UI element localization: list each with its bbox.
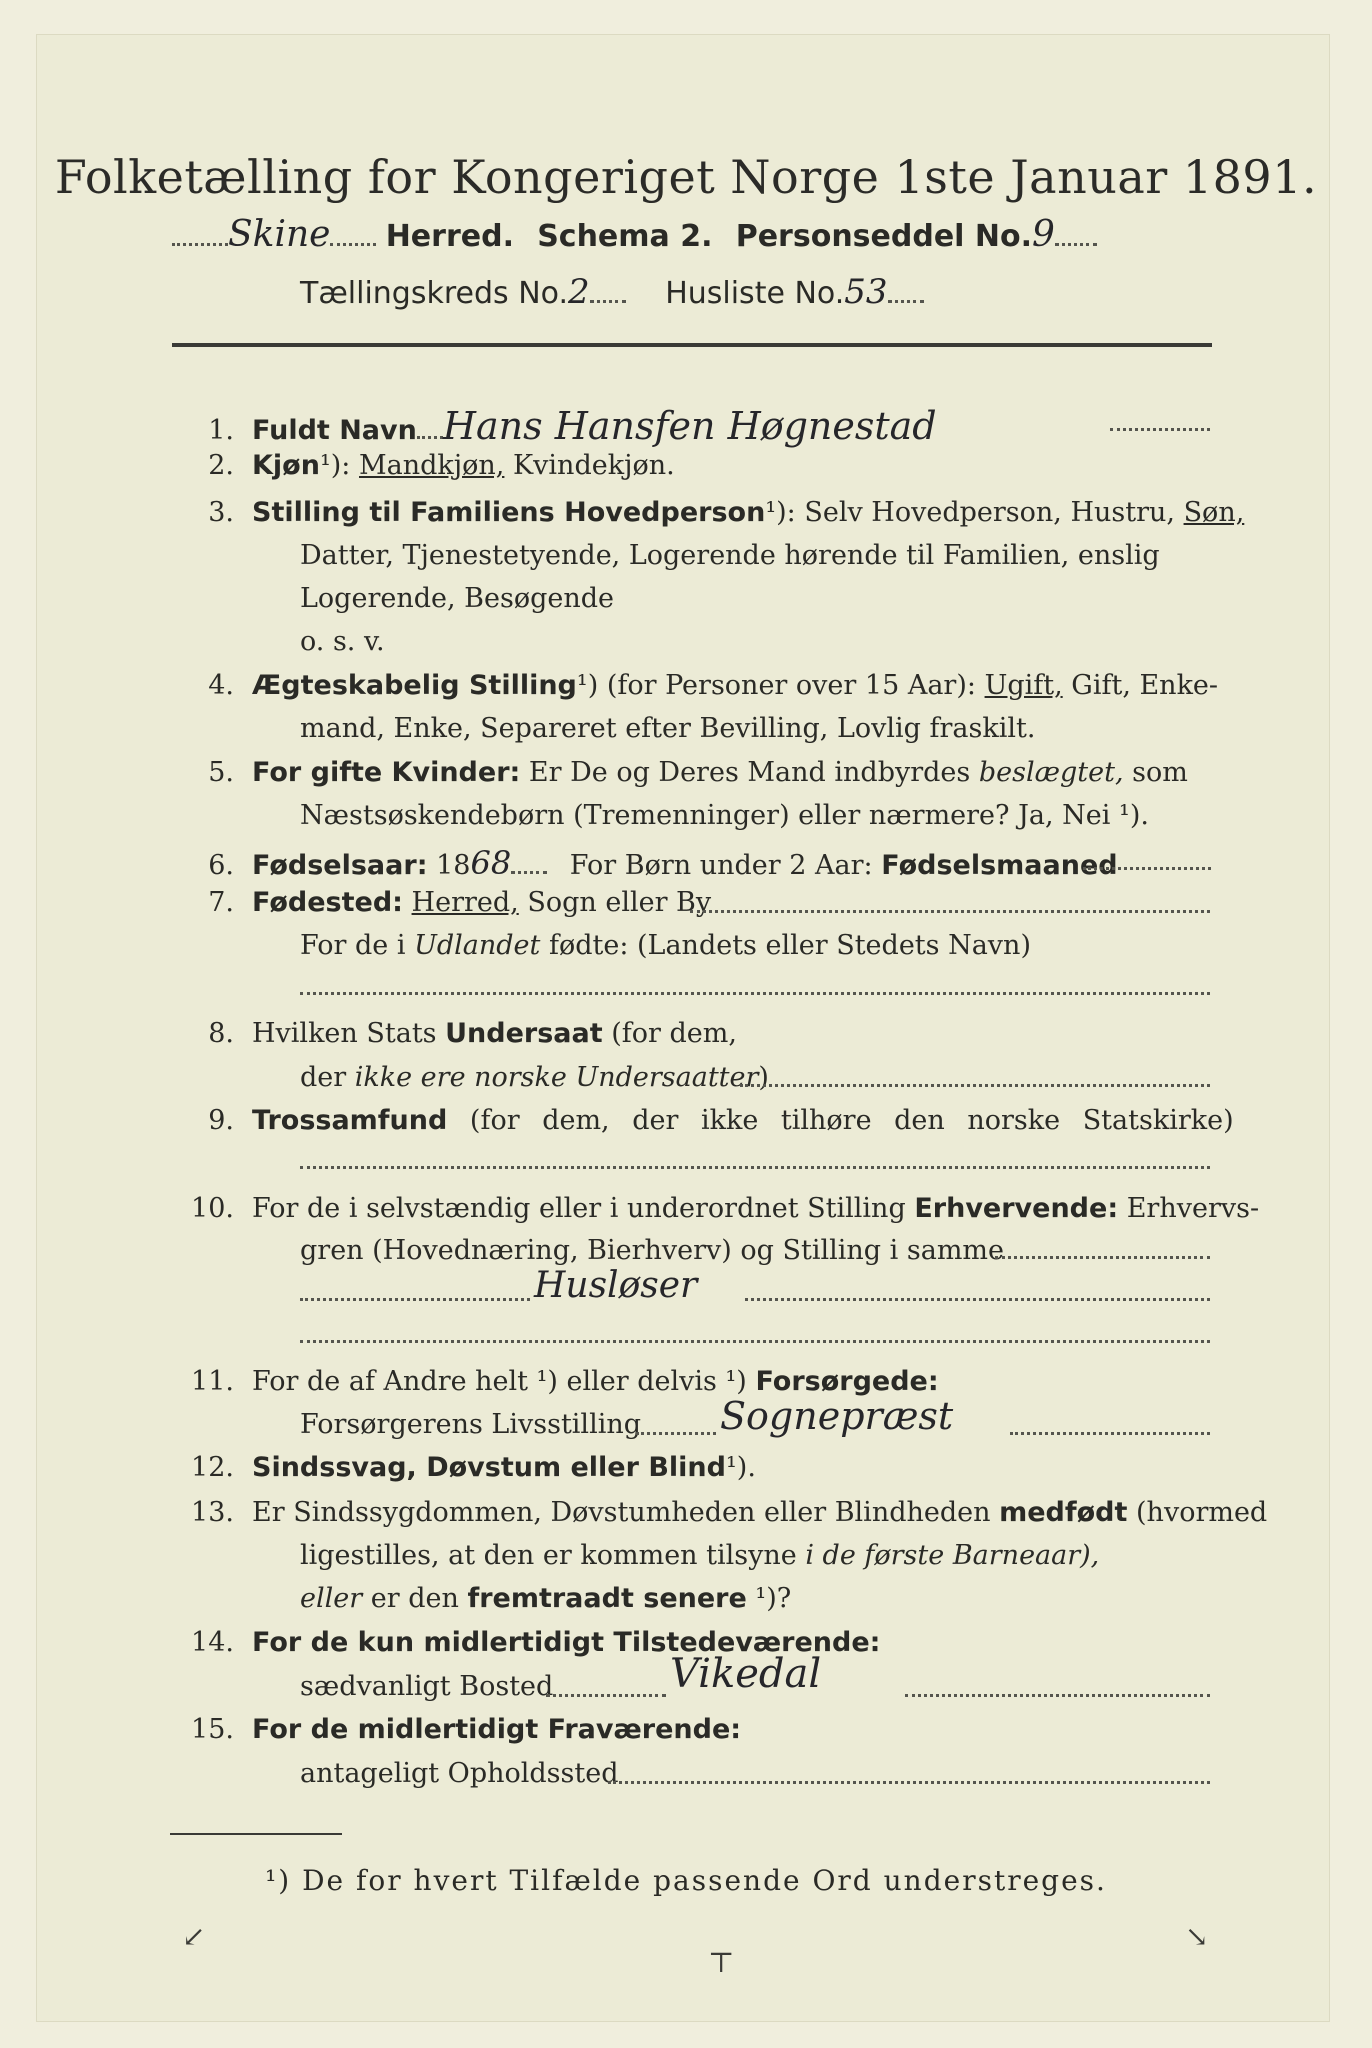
husliste-value: 53 (844, 272, 888, 312)
q5-line-2: Næstsøskendebørn (Tremenninger) eller nærmere? Ja, Nei ¹). (300, 800, 1149, 831)
q6-value: 68 (470, 844, 512, 882)
q10-value: Husløser (534, 1265, 698, 1306)
q14-label: For de kun midlertidigt Tilstedeværende: (252, 1627, 881, 1658)
question-13: 13. Er Sindssygdommen, Døvstumheden eller Blindheden medfødt (hvormed (191, 1497, 1268, 1528)
question-6: 6. Fødselsaar: 1868 For Børn under 2 Aar: Fødselsmaaned (208, 844, 1118, 882)
question-11: 11. For de af Andre helt ¹) eller delvis ¹) Forsørgede: (191, 1366, 939, 1397)
q4-selected: Ugift, (984, 670, 1063, 701)
kreds-value: 2 (568, 272, 590, 312)
q3-line-2: Datter, Tjenestetyende, Logerende hørende til Familien, enslig (300, 540, 1160, 571)
question-12: 12. Sindssvag, Døvstum eller Blind¹). (191, 1452, 756, 1483)
corner-mark-icon: ↘ (1185, 1920, 1209, 1953)
q3-selected: Søn, (1183, 497, 1245, 528)
q2-selected: Mandkjøn, (359, 450, 505, 481)
q4-line-2: mand, Enke, Separeret efter Bevilling, Lovlig fraskilt. (300, 713, 1036, 744)
question-1: 1. Fuldt Navn Hans Hansfen Høgnestad (208, 404, 937, 448)
q15-label: For de midlertidigt Fraværende: (252, 1714, 742, 1745)
herred-value: Skine (228, 214, 331, 255)
personseddel-label: Personseddel No. (735, 219, 1033, 254)
question-10: 10. For de i selvstændig eller i underordnet Stilling Erhvervende: Erhvervs- (191, 1193, 1260, 1224)
personseddel-value: 9 (1032, 214, 1055, 255)
question-15: 15. For de midlertidigt Fraværende: (191, 1714, 742, 1745)
center-mark-icon: ⊤ (708, 1946, 735, 1979)
q3-label: Stilling til Familiens Hovedperson (252, 497, 766, 528)
page-title: Folketælling for Kongeriget Norge 1ste Januar 1891. (54, 150, 1318, 204)
question-2: 2. Kjøn¹): Mandkjøn, Kvindekjøn. (208, 450, 675, 481)
corner-mark-icon: ↙ (182, 1920, 206, 1953)
herred-label: Herred. (385, 219, 514, 254)
question-8: 8. Hvilken Stats Undersaat (for dem, (208, 1018, 737, 1049)
q11-line-2: Forsørgerens Livsstilling (300, 1409, 642, 1440)
header-line-3 (300, 272, 924, 312)
q7-selected: Herred, (411, 887, 519, 918)
q3-line-4: o. s. v. (300, 626, 385, 657)
q7-label: Fødested: (252, 887, 403, 918)
kreds-label: Tællingskreds No. (300, 276, 568, 311)
q9-label: Trossamfund (252, 1105, 448, 1136)
q13-label: medfødt (999, 1497, 1128, 1528)
q1-value: Hans Hansfen Høgnestad (442, 404, 937, 448)
question-3: 3. Stilling til Familiens Hovedperson¹): Selv Hovedperson, Hustru, Søn, (208, 497, 1245, 528)
schema-label: Schema 2. (537, 219, 713, 254)
question-5: 5. For gifte Kvinder: Er De og Deres Mand indbyrdes beslægtet, som (208, 757, 1188, 788)
q4-label: Ægteskabelig Stilling (252, 670, 577, 701)
question-4: 4. Ægteskabelig Stilling¹) (for Personer over 15 Aar): Ugift, Gift, Enke- (208, 670, 1219, 701)
footnote-rule (170, 1833, 342, 1835)
q15-line-2: antageligt Opholdssted (300, 1758, 619, 1789)
q8-label: Undersaat (445, 1018, 603, 1049)
q3-line-3: Logerende, Besøgende (300, 583, 614, 614)
q8-line-2: der ikke ere norske Undersaatter) (300, 1062, 769, 1093)
q1-label: Fuldt Navn (252, 415, 417, 446)
q7-line-2: For de i Udlandet fødte: (Landets eller Stedets Navn) (300, 930, 1031, 961)
footnote: ¹) De for hvert Tilfælde passende Ord understreges. (265, 1864, 1107, 1897)
q10-label: Erhvervende: (914, 1193, 1119, 1224)
question-7: 7. Fødested: Herred, Sogn eller By (208, 887, 712, 918)
header-rule (172, 343, 1212, 347)
q13-line-3: eller er den fremtraadt senere ¹)? (300, 1583, 792, 1614)
q12-label: Sindssvag, Døvstum eller Blind (252, 1452, 726, 1483)
q2-label: Kjøn (252, 450, 320, 481)
question-9: 9. Trossamfund (for dem, der ikke tilhøre den norske Statskirke) (208, 1105, 1234, 1136)
q11-label: Forsørgede: (755, 1366, 939, 1397)
husliste-label: Husliste No. (665, 276, 845, 311)
header-line-2 (172, 214, 1097, 255)
q5-label: For gifte Kvinder: (252, 757, 521, 788)
q11-value: Sognepræst (720, 1394, 954, 1438)
question-14: 14. For de kun midlertidigt Tilstedeværende: (191, 1627, 881, 1658)
q13-line-2: ligestilles, at den er kommen tilsyne i de første Barneaar), (300, 1540, 1100, 1571)
q10-line-2: gren (Hovednæring, Bierhverv) og Stilling i samme (300, 1235, 1005, 1266)
q14-value: Vikedal (670, 1651, 822, 1697)
q6-label: Fødselsaar: (252, 850, 428, 881)
q14-line-2: sædvanligt Bosted (300, 1671, 554, 1702)
